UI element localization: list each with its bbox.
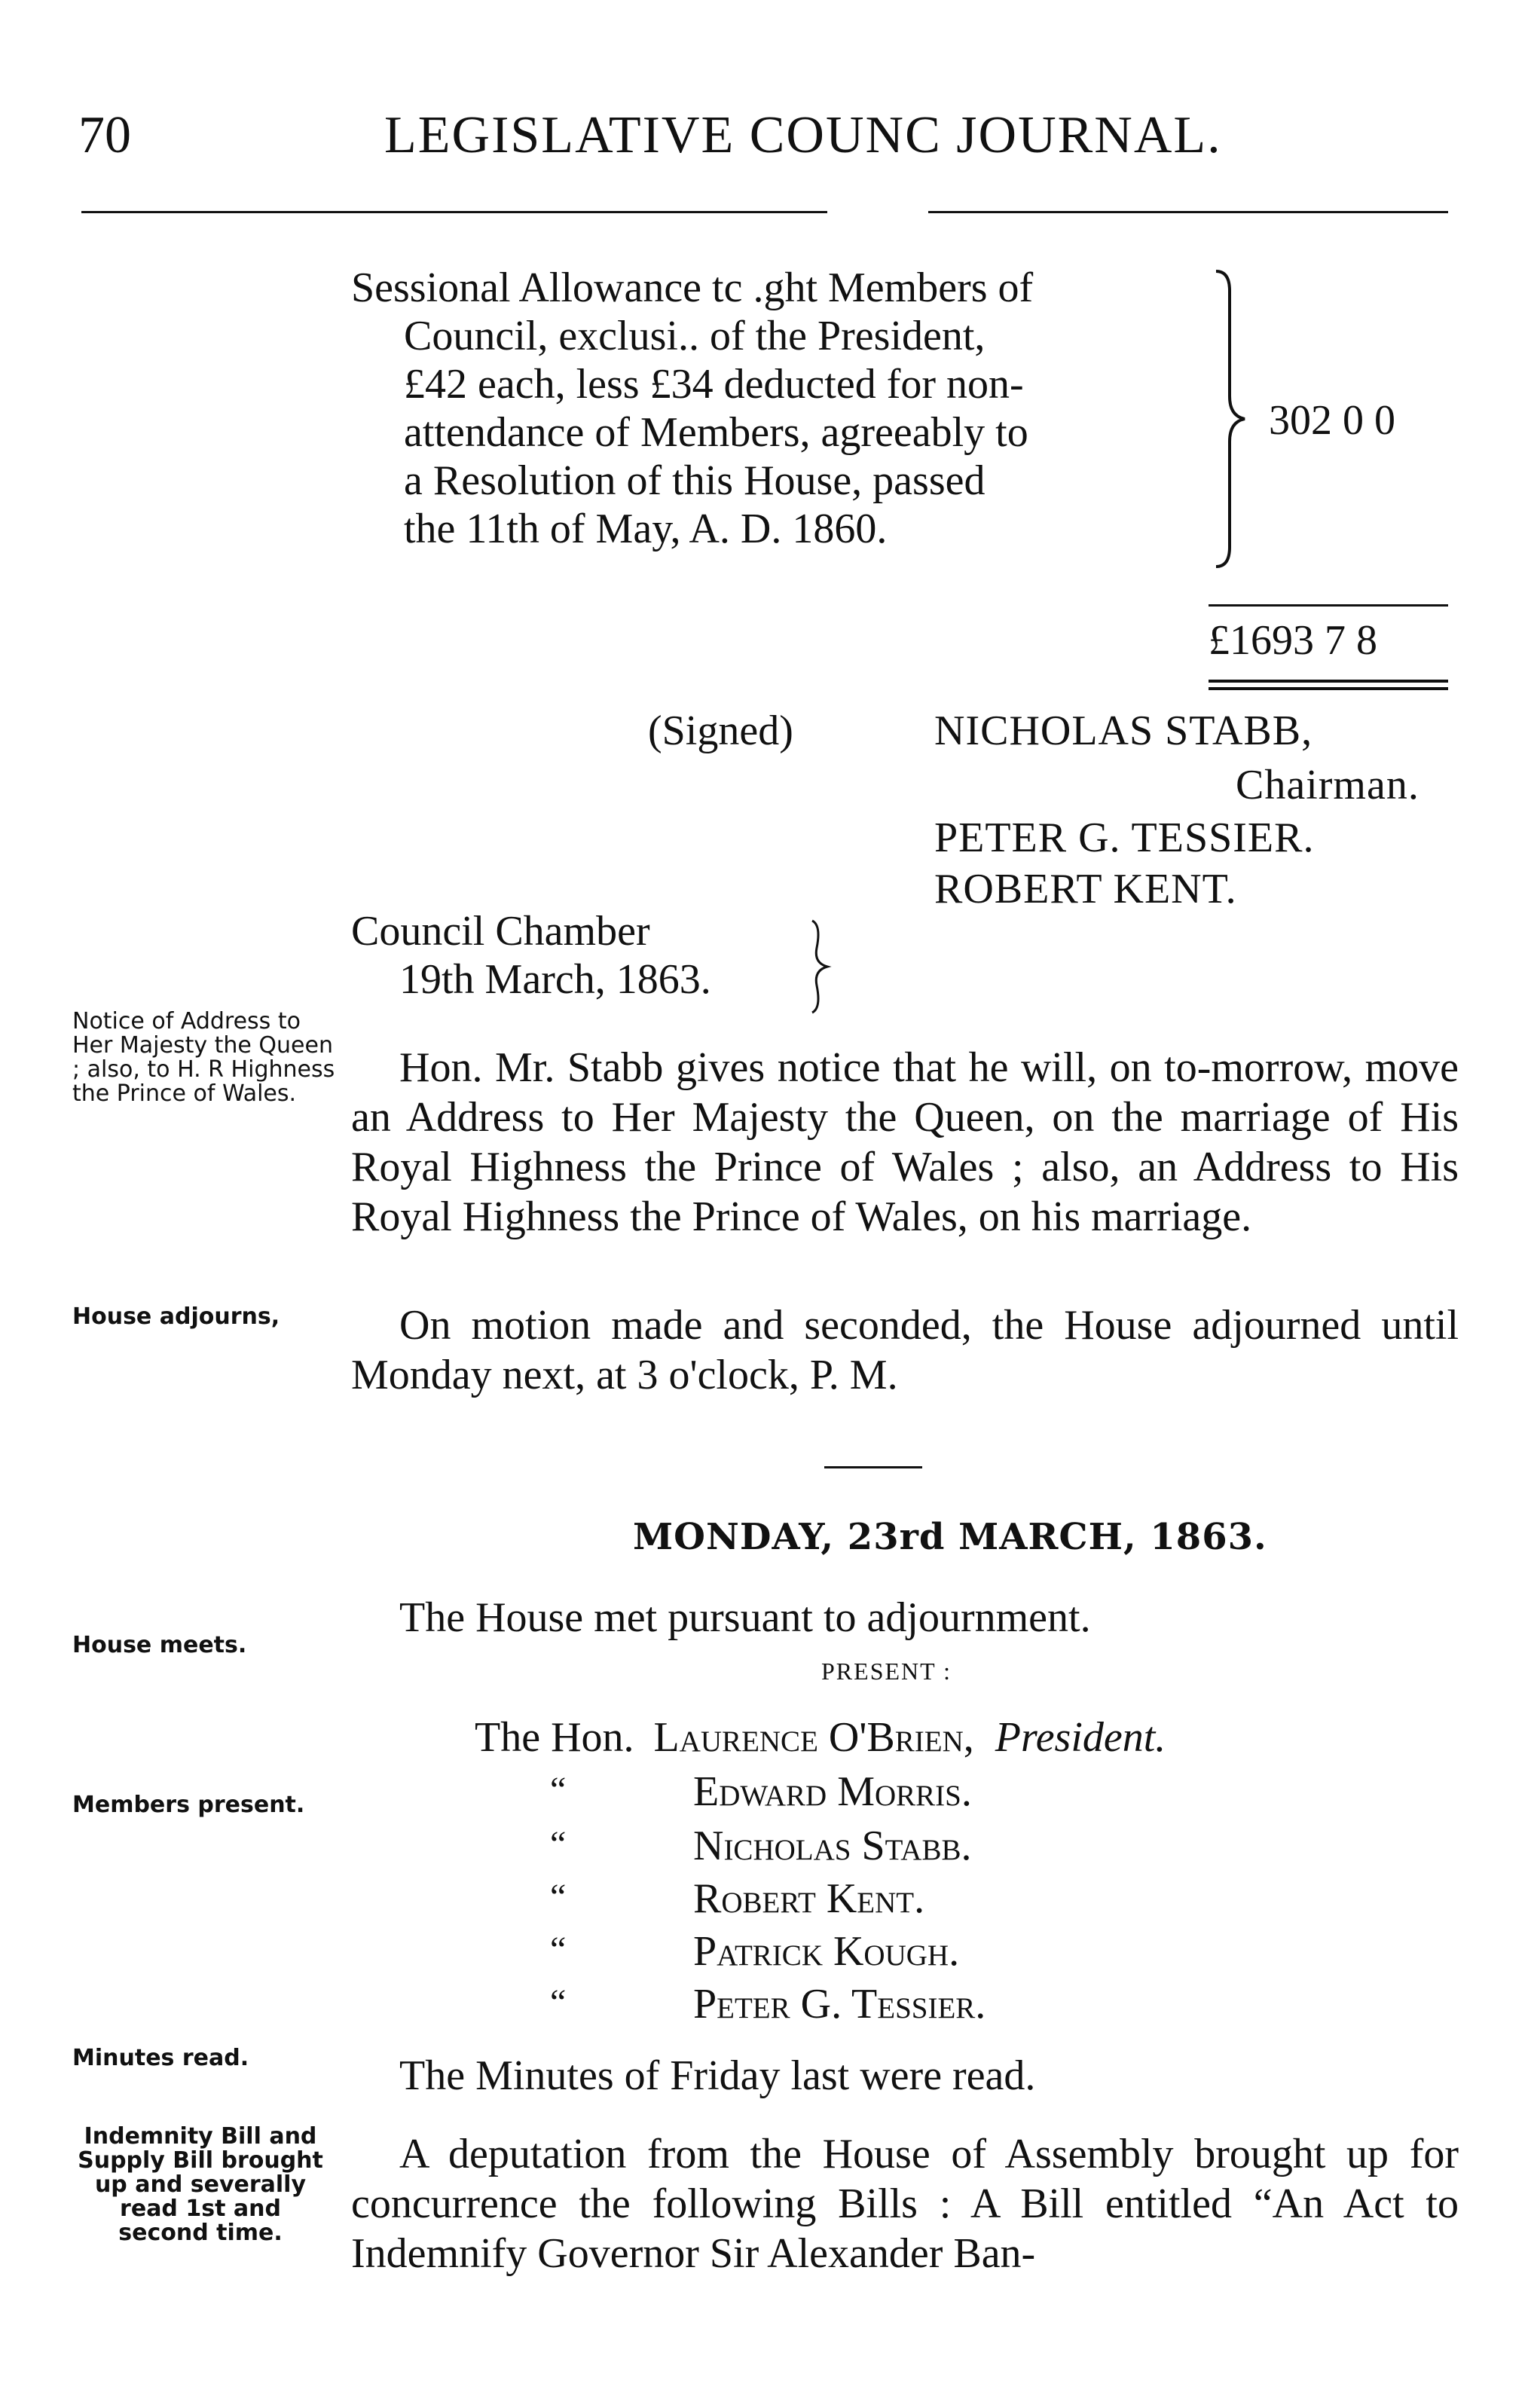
header-rule-left	[81, 211, 827, 213]
sessional-line: Council, exclusi.. of the President,	[404, 313, 986, 359]
signatory-name: PETER G. TESSIER.	[934, 814, 1315, 861]
margin-note-indemnity: Indemnity Bill and Supply Bill brought up and severally read 1st and second time.	[78, 2123, 323, 2246]
ditto-mark: “	[550, 1824, 567, 1864]
minutes-paragraph	[351, 2051, 1459, 2101]
total-rule-double-2	[1209, 687, 1448, 690]
ditto-mark: “	[550, 1877, 567, 1917]
sessional-line: the 11th of May, A. D. 1860.	[404, 506, 888, 552]
sessional-line: Sessional Allowance tc .ght Members of	[351, 264, 1034, 311]
total-rule-top	[1209, 604, 1448, 607]
signatory-title: Chairman.	[1236, 762, 1419, 808]
council-chamber-date: 19th March, 1863.	[399, 956, 711, 1003]
sessional-amount: 302 0 0	[1269, 397, 1395, 444]
ditto-mark: “	[550, 1930, 567, 1969]
day-heading: MONDAY, 23rd MARCH, 1863.	[633, 1516, 1267, 1558]
adjourn-text: On motion made and seconded, the House adjourned until Monday next, at 3 o'clock, P. M.	[351, 1302, 1459, 1398]
council-chamber-dateline	[351, 907, 711, 1004]
signatory-name: NICHOLAS STABB,	[934, 707, 1313, 754]
member-name: Peter G. Tessier.	[693, 1981, 986, 2028]
minutes-text: The Minutes of Friday last were read.	[399, 2052, 1036, 2099]
member-name: Nicholas Stabb.	[693, 1823, 972, 1869]
hon-prefix: The Hon.	[475, 1714, 634, 1761]
sessional-allowance-item	[351, 264, 1033, 553]
right-brace	[1212, 268, 1257, 570]
deputation-paragraph	[351, 2129, 1459, 2278]
adjourn-paragraph	[351, 1300, 1459, 1400]
ditto-mark: “	[550, 1982, 567, 2022]
met-paragraph	[351, 1593, 1459, 1643]
total-amount: £1693 7 8	[1209, 617, 1377, 664]
margin-note-members-present: Members present.	[72, 1792, 305, 1818]
sessional-line: £42 each, less £34 deducted for non-	[404, 361, 1024, 408]
notice-paragraph	[351, 1043, 1459, 1242]
deputation-text: A deputation from the House of Assembly brought up for concurrence the following Bills : A Bill entitled “An Act to Indemnify Governor Sir Alexander Ban-	[351, 2131, 1459, 2277]
page-number: 70	[78, 106, 131, 164]
header-rule-right	[928, 211, 1448, 213]
member-name: Patrick Kough.	[693, 1928, 960, 1975]
section-rule	[824, 1466, 922, 1468]
margin-note-adjourns: House adjourns,	[72, 1303, 280, 1330]
margin-note-minutes-read: Minutes read.	[72, 2045, 249, 2071]
council-chamber-line: Council Chamber	[351, 908, 650, 955]
sessional-line: attendance of Members, agreeably to	[404, 409, 1028, 456]
council-brace	[806, 918, 836, 1016]
met-text: The House met pursuant to adjournment.	[399, 1594, 1091, 1641]
ditto-mark: “	[550, 1770, 567, 1810]
running-head: LEGISLATIVE COUNC JOURNAL.	[384, 106, 1222, 164]
margin-note-notice: Notice of Address to Her Majesty the Queen ; also, to H. R Highness the Prince of Wales.	[72, 1008, 335, 1107]
notice-text: Hon. Mr. Stabb gives notice that he will, on to-morrow, move an Address to Her Majesty the Queen, on the marriage of His Royal Highness the Prince of Wales ; also, an Address to His Royal Highness the Prince of Wales, on his marriage.	[351, 1044, 1459, 1240]
signatory-name: ROBERT KENT.	[934, 866, 1237, 912]
president-name: Laurence O'Brien,	[653, 1714, 974, 1761]
present-label: PRESENT :	[821, 1658, 952, 1685]
sessional-line: a Resolution of this House, passed	[404, 457, 986, 504]
total-rule-double-1	[1209, 680, 1448, 683]
president-row	[475, 1713, 1166, 1762]
signed-label: (Signed)	[648, 707, 793, 754]
president-title: President.	[995, 1714, 1166, 1761]
member-name: Edward Morris.	[693, 1768, 972, 1815]
margin-note-meets: House meets.	[72, 1632, 247, 1658]
member-name: Robert Kent.	[693, 1875, 925, 1922]
